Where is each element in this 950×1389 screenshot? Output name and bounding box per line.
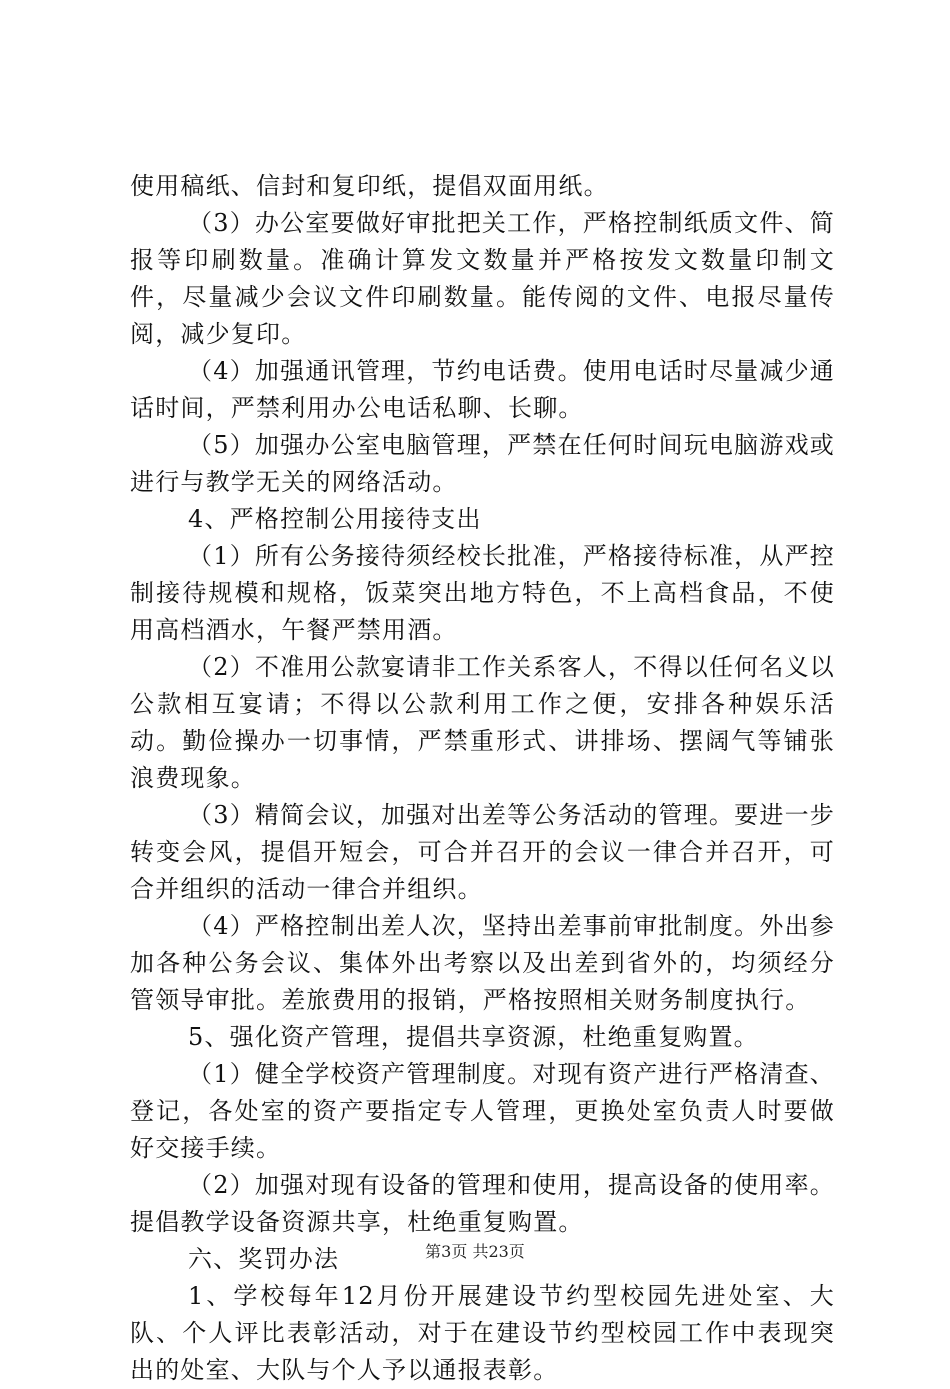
paragraph-reception-item-4: （4）严格控制出差人次，坚持出差事前审批制度。外出参加各种公务会议、集体外出考察以及出差到省外的，均须经分管领导审批。差旅费用的报销，严格按照相关财务制度执行。 xyxy=(130,912,835,1014)
paragraph-item-5-computers: （5）加强办公室电脑管理，严禁在任何时间玩电脑游戏或进行与教学无关的网络活动。 xyxy=(130,431,835,496)
paragraph-reception-item-2: （2）不准用公款宴请非工作关系客人，不得以任何名义以公款相互宴请；不得以公款利用工作之便，安排各种娱乐活动。勤俭操办一切事情，严禁重形式、讲排场、摆阔气等铺张浪费现象。 xyxy=(130,653,835,792)
paragraph-rewards-item-1: 1、学校每年12月份开展建设节约型校园先进处室、大队、个人评比表彰活动，对于在建设节约型校园工作中表现突出的处室、大队与个人予以通报表彰。 xyxy=(130,1282,835,1384)
page-footer: 第3页 共23页 xyxy=(425,1242,525,1261)
section-heading-5-assets: 5、强化资产管理，提倡共享资源，杜绝重复购置。 xyxy=(188,1023,759,1051)
paragraph-reception-item-1: （1）所有公务接待须经校长批准，严格接待标准，从严控制接待规模和规格，饭菜突出地方特色，不上高档食品，不使用高档酒水，午餐严禁用酒。 xyxy=(130,542,835,644)
paragraph-assets-item-1: （1）健全学校资产管理制度。对现有资产进行严格清查、登记，各处室的资产要指定专人管理，更换处室负责人时要做好交接手续。 xyxy=(130,1060,835,1162)
document-body xyxy=(130,168,835,1389)
section-heading-4-reception: 4、严格控制公用接待支出 xyxy=(188,505,482,533)
paragraph-reception-item-3: （3）精简会议，加强对出差等公务活动的管理。要进一步转变会风，提倡开短会，可合并召开的会议一律合并召开，可合并组织的活动一律合并组织。 xyxy=(130,801,835,903)
paragraph-continuation: 使用稿纸、信封和复印纸，提倡双面用纸。 xyxy=(130,172,609,200)
paragraph-item-3-office-approval: （3）办公室要做好审批把关工作，严格控制纸质文件、简报等印刷数量。准确计算发文数量并严格按发文数量印制文件，尽量减少会议文件印刷数量。能传阅的文件、电报尽量传阅，减少复印。 xyxy=(130,209,835,348)
paragraph-assets-item-2: （2）加强对现有设备的管理和使用，提高设备的使用率。提倡教学设备资源共享，杜绝重复购置。 xyxy=(130,1171,835,1236)
section-heading-6-rewards: 六、奖罚办法 xyxy=(188,1245,340,1273)
paragraph-item-4-telecom: （4）加强通讯管理，节约电话费。使用电话时尽量减少通话时间，严禁利用办公电话私聊、长聊。 xyxy=(130,357,835,422)
